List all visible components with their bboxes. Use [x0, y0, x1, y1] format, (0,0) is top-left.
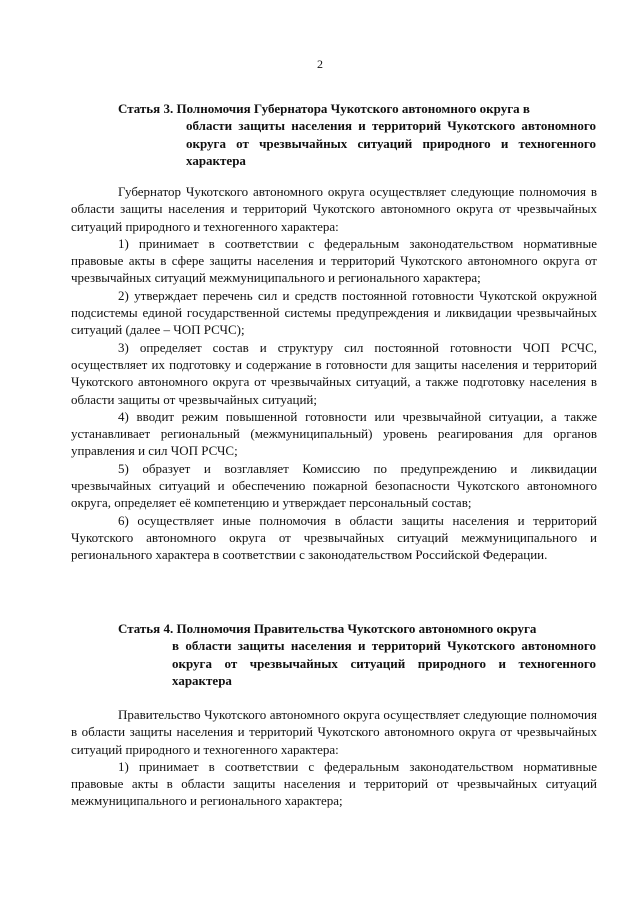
article-4-body: [71, 706, 597, 810]
article-4-heading: [118, 620, 596, 689]
article-3-heading: [118, 100, 596, 169]
article-3-heading-lead: Статья 3. Полномочия Губернатора Чукотского автономного округа в: [118, 101, 530, 116]
article-4-paragraph: Правительство Чукотского автономного округа осуществляет следующие полномочия в области защиты населения и территорий Чукотского автономного округа от чрезвычайных ситуаций природного и техногенного характера:: [71, 707, 597, 757]
article-3-paragraph: Губернатор Чукотского автономного округа осуществляет следующие полномочия в области защиты населения и территорий Чукотского автономного округа от чрезвычайных ситуаций природного и техногенного характера:: [71, 184, 597, 234]
article-3-heading-rest: области защиты населения и территорий Чукотского автономного округа от чрезвычайных ситуаций природного и техногенного характера: [186, 118, 596, 168]
article-3-paragraph: 6) осуществляет иные полномочия в области защиты населения и территорий Чукотского автономного округа от чрезвычайных ситуаций межмуниципального и регионального характера в соответствии с законодательством Российской Федерации.: [71, 512, 597, 563]
article-3-paragraph: 1) принимает в соответствии с федеральным законодательством нормативные правовые акты в сфере защиты населения и территорий Чукотского автономного округа от чрезвычайных ситуаций межмуниципального и регионального характера;: [71, 235, 597, 286]
article-3-body: [71, 183, 597, 564]
article-3-paragraph: 2) утверждает перечень сил и средств постоянной готовности Чукотской окружной подсистемы единой государственной системы предупреждения и ликвидации чрезвычайных ситуаций (далее – ЧОП РСЧС);: [71, 287, 597, 338]
article-4-paragraph: 1) принимает в соответствии с федеральным законодательством нормативные правовые акты в области защиты населения и территорий от чрезвычайных ситуаций межмуниципального и регионального характера;: [71, 758, 597, 809]
article-3-paragraph: 3) определяет состав и структуру сил постоянной готовности ЧОП РСЧС, осуществляет их подготовку и содержание в готовности для защиты населения и территорий Чукотского автономного округа от чрезвычайных ситуаций, а также подготовку населения в области защиты от чрезвычайных ситуаций;: [71, 339, 597, 407]
article-4-heading-rest: в области защиты населения и территорий Чукотского автономного округа от чрезвычайных ситуаций природного и техногенного характера: [172, 638, 596, 688]
page-number: 2: [317, 57, 323, 71]
article-3-paragraph: 4) вводит режим повышенной готовности или чрезвычайной ситуации, а также устанавливает региональный (межмуниципальный) уровень реагирования для органов управления и сил ЧОП РСЧС;: [71, 408, 597, 459]
article-3-paragraph: 5) образует и возглавляет Комиссию по предупреждению и ликвидации чрезвычайных ситуаций и обеспечению пожарной безопасности Чукотского автономного округа, определяет её компетенцию и утверждает персональный состав;: [71, 460, 597, 511]
article-4-heading-lead: Статья 4. Полномочия Правительства Чукотского автономного округа: [118, 621, 537, 636]
